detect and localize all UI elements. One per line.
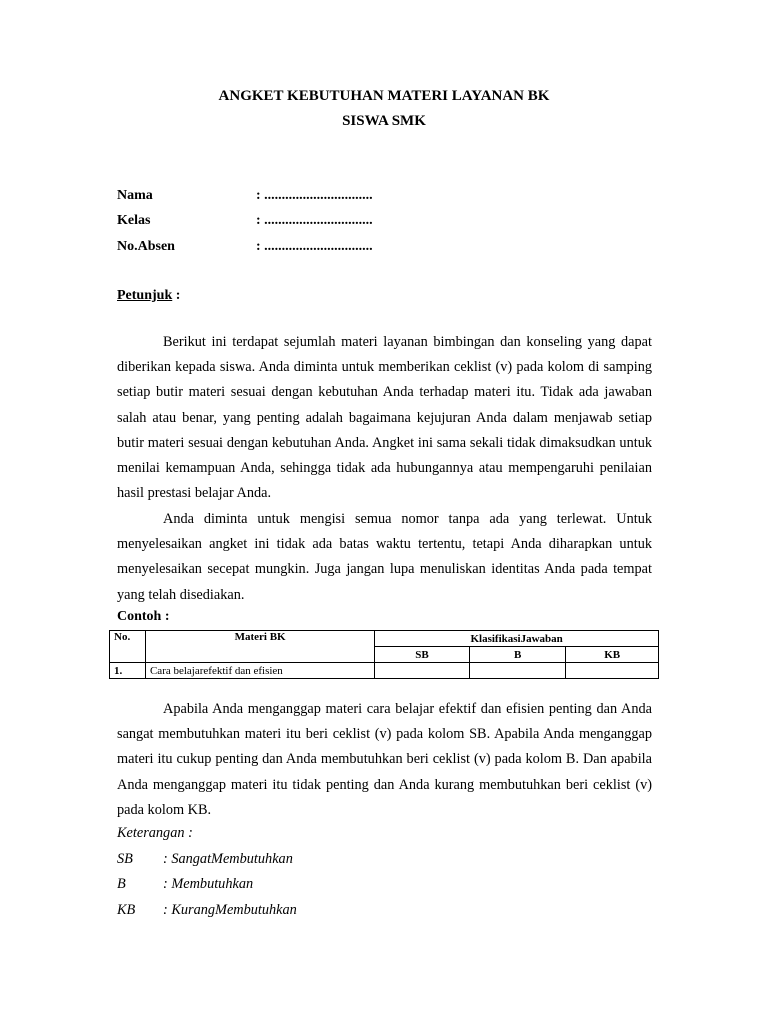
identity-row-kelas — [117, 213, 373, 229]
legend-desc: : Membutuhkan — [163, 876, 254, 892]
example-table — [109, 630, 659, 679]
example-table-header-row — [110, 631, 659, 647]
table-row — [110, 663, 659, 679]
legend-desc: : SangatMembutuhkan — [163, 851, 293, 867]
header-klasifikasi: KlasifikasiJawaban — [375, 631, 659, 647]
identity-label: No.Absen — [117, 239, 175, 254]
row-kb-cell — [566, 663, 659, 679]
document-subtitle: SISWA SMK — [342, 113, 426, 129]
identity-label: Nama — [117, 188, 153, 203]
legend-heading: Keterangan : — [117, 825, 193, 841]
row-sb-cell — [375, 663, 470, 679]
explanation-paragraph: Apabila Anda menganggap materi cara belajar efektif dan efisien penting dan Anda sangat membutuhkan materi itu beri ceklist (v) pada kolom SB. Apabila Anda menganggap materi itu cukup penting dan Anda membutuhkan beri ceklist (v) pada kolom B. Dan apabila Anda menganggap materi itu tidak penting dan Anda kurang membutuhkan beri ceklist (v) pada kolom KB. — [117, 701, 652, 818]
instructions-paragraph-1: Berikut ini terdapat sejumlah materi layanan bimbingan dan konseling yang dapat diberikan kepada siswa. Anda diminta untuk memberikan ceklist (v) pada kolom di samping setiap butir materi sesuai dengan kebutuhan Anda terhadap materi itu. Tidak ada jawaban salah atau benar, yang penting adalah bagaimana kejujuran Anda dalam menjawab setiap butir materi sesuai dengan kebutuhan Anda. Angket ini sama sekali tidak dimaksudkan untuk menilai kemampuan Anda, sehingga tidak ada hubungannya atau mempengaruhi penilaian hasil prestasi belajar Anda. — [117, 334, 652, 502]
legend-abbr: KB — [117, 902, 136, 918]
header-materi: Materi BK — [145, 631, 374, 663]
identity-row-no-absen — [117, 239, 373, 255]
row-no: 1. — [110, 663, 146, 679]
document-title: ANGKET KEBUTUHAN MATERI LAYANAN BK — [218, 88, 550, 104]
row-materi: Cara belajarefektif dan efisien — [145, 663, 374, 679]
legend-desc: : KurangMembutuhkan — [163, 902, 297, 918]
identity-row-nama — [117, 188, 373, 204]
instructions-heading — [117, 288, 180, 304]
legend-item-sb — [117, 851, 293, 868]
legend-abbr: SB — [117, 851, 133, 867]
instructions-heading-label: Petunjuk — [117, 288, 173, 303]
legend-item-kb — [117, 902, 297, 919]
header-b: B — [469, 647, 566, 663]
header-no: No. — [110, 631, 146, 663]
instructions-paragraph-2: Anda diminta untuk mengisi semua nomor tanpa ada yang terlewat. Untuk menyelesaikan angket ini tidak ada batas waktu tertentu, tetapi Anda diharapkan untuk menyelesaikan secepat mungkin. Juga jangan lupa menuliskan identitas Anda pada tempat yang telah disediakan. — [117, 511, 652, 603]
example-heading: Contoh : — [117, 609, 170, 624]
legend-abbr: B — [117, 876, 126, 892]
header-sb: SB — [375, 647, 470, 663]
row-b-cell — [469, 663, 566, 679]
identity-value: : ............................... — [256, 188, 373, 203]
header-kb: KB — [566, 647, 659, 663]
identity-value: : ............................... — [256, 213, 373, 228]
instructions-heading-colon: : — [172, 288, 181, 303]
identity-label: Kelas — [117, 213, 151, 228]
identity-value: : ............................... — [256, 239, 373, 254]
legend-item-b — [117, 876, 253, 893]
